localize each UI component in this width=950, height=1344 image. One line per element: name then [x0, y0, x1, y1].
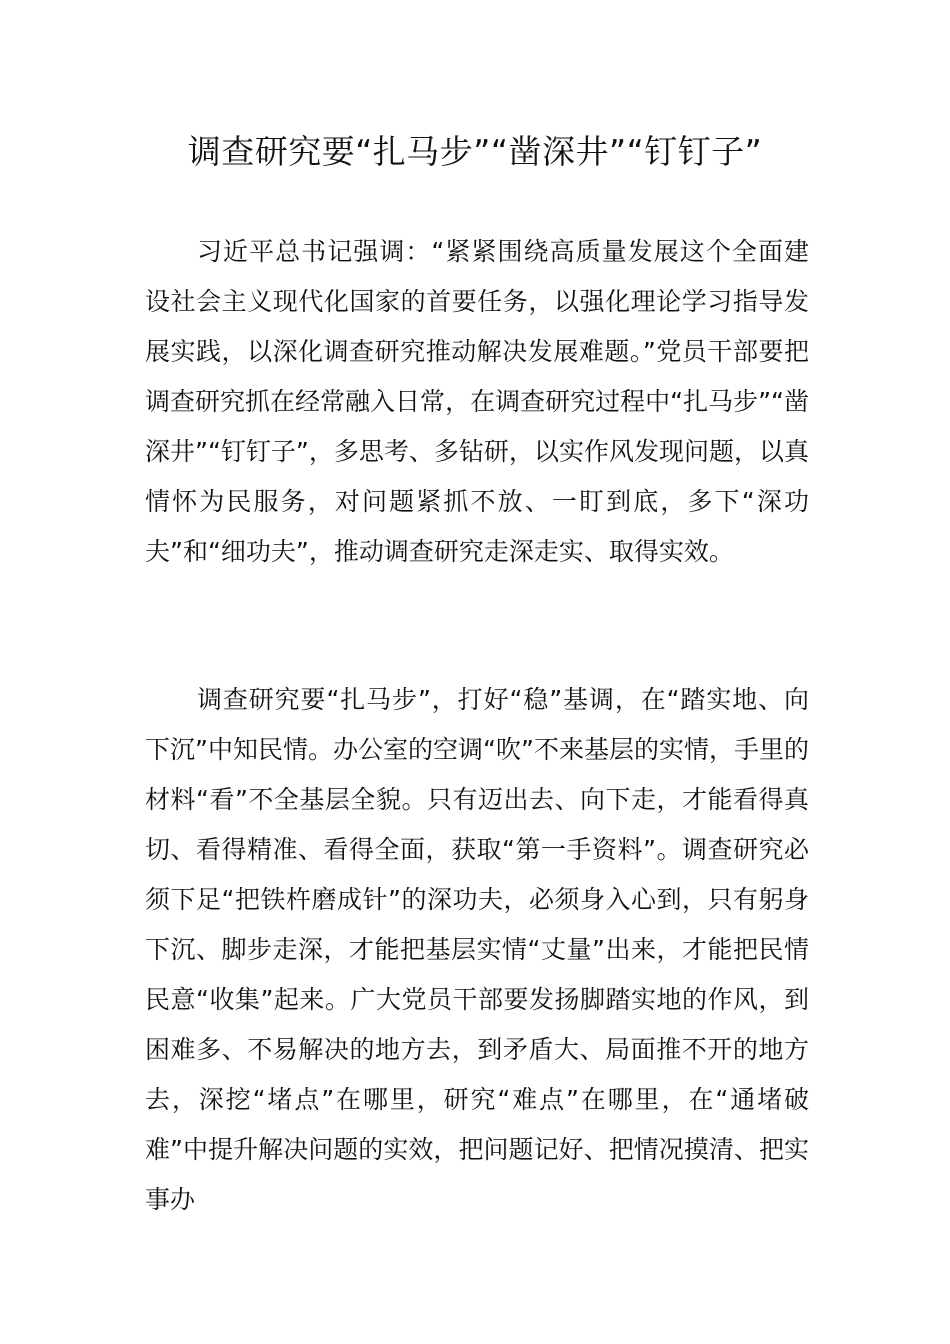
- paragraph-horse-stance: 调查研究要“扎马步”，打好“稳”基调，在“踏实地、向下沉”中知民情。办公室的空调“吹”不来基层的实情，手里的材料“看”不全基层全貌。只有迈出去、向下走，才能看得真切、看得精准、看得全面，获取“第一手资料”。调查研究必须下足“把铁杵磨成针”的深功夫，必须身入心到，只有躬身下沉、脚步走深，才能把基层实情“丈量”出来，才能把民情民意“收集”起来。广大党员干部要发扬脚踏实地的作风，到困难多、不易解决的地方去，到矛盾大、局面推不开的地方去，深挖“堵点”在哪里，研究“难点”在哪里，在“通堵破难”中提升解决问题的实效，把问题记好、把情况摸清、把实事办: [145, 685, 809, 1214]
- paragraph-intro: 习近平总书记强调：“紧紧围绕高质量发展这个全面建设社会主义现代化国家的首要任务，以强化理论学习指导发展实践，以深化调查研究推动解决发展难题。”党员干部要把调查研究抓在经常融入日常，在调查研究过程中“扎马步”“凿深井”“钉钉子”，多思考、多钻研，以实作风发现问题，以真情怀为民服务，对问题紧抓不放、一盯到底，多下“深功夫”和“细功夫”，推动调查研究走深走实、取得实效。: [145, 237, 809, 566]
- document-title: 调查研究要“扎马步”“凿深井”“钉钉子”: [187, 132, 763, 171]
